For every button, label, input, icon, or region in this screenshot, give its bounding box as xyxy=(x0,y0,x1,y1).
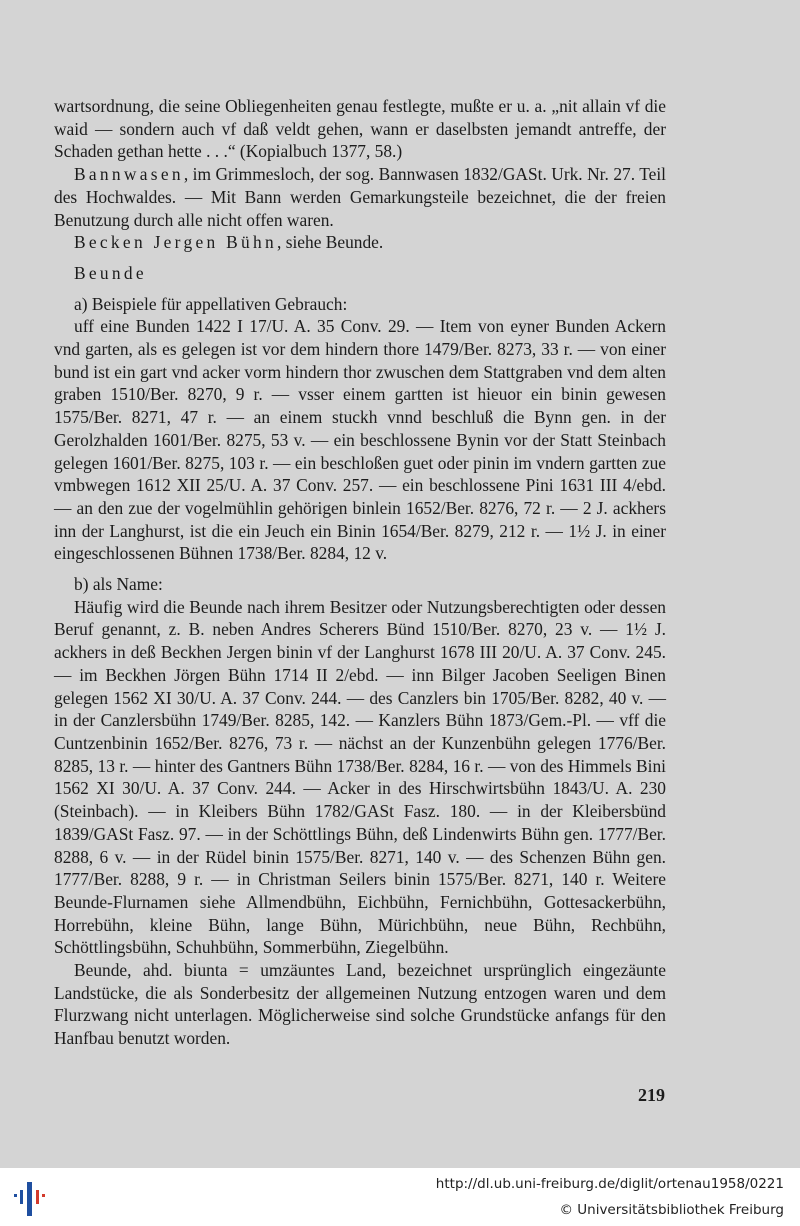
subsection-b-heading: b) als Name: xyxy=(74,574,163,595)
entry-heading: Becken Jergen Bühn xyxy=(74,232,277,253)
paragraph-etymology: Beunde, ahd. biunta = umzäuntes Land, bezeichnet ursprünglich eingezäunte Landstücke, die als Sonderbesitz der allgemeinen Nutzung entzogen waren und dem Flurzwang nicht unterlagen. Möglicherweise sind solche Grundstücke anfangs für den Hanfbau benutzt worden. xyxy=(54,960,666,1049)
copyright-notice: © Universitätsbibliothek Freiburg xyxy=(559,1202,784,1218)
entry-heading: Beunde xyxy=(74,262,147,283)
page-body-text xyxy=(54,95,666,1050)
paragraph-examples-appellative: uff eine Bunden 1422 I 17/U. A. 35 Conv. 29. — Item von eyner Bunden Ackern vnd garten, als es gelegen ist vor dem hindern thore 1479/Ber. 8273, 33 r. — von einer bund ist ein gart vnd acker vorm hindern thor zwuschen dem Stattgraben vnd dem alten graben 1510/Ber. 8270, 9 r. — vsser einem gartten ist hieuor ein binin gewesen 1575/Ber. 8271, 47 r. — an einem stuckh vnnd beschluß die Bynn gen. in der Gerolzhalden 1601/Ber. 8275, 53 v. — ein beschlossene Bynin vor der Statt Steinbach gelegen 1601/Ber. 8275, 103 r. — ein beschloßen guet oder pinin im vndern gartten zue vmbwegen 1612 XII 25/U. A. 37 Conv. 257. — ein beschlossene Pini 1631 III 4/ebd. — an den zue der vogelmühlin gehörigen binlein 1652/Ber. 8276, 72 r. — 2 J. ackhers inn der Langhurst, ist die ein Jeuch ein Binin 1654/Ber. 8279, 212 r. — 1½ J. in einer eingeschlossenen Bühnen 1738/Ber. 8284, 12 v. xyxy=(54,316,666,564)
footer-bar xyxy=(0,1168,800,1226)
entry-beunde xyxy=(54,262,666,285)
subsection-a-heading: a) Beispiele für appellativen Gebrauch: xyxy=(74,293,348,314)
paragraph-names: Häufig wird die Beunde nach ihrem Besitzer oder Nutzungsberechtigten oder dessen Beruf genannt, z. B. neben Andres Scherers Bünd 1510/Ber. 8270, 23 v. — 1½ J. ackhers in deß Beckhen Jergen binin vf der Langhurst 1678 III 20/U. A. 37 Conv. 245. — im Beckhen Jörgen Bühn 1714 II 2/ebd. — inn Bilger Jacoben Seeligen Binen gelegen 1562 XI 30/U. A. 37 Conv. 244. — des Canzlers bin 1705/Ber. 8282, 40 v. — in der Canzlersbühn 1749/Ber. 8285, 142. — Kanzlers Bühn 1873/Gem.-Pl. — vff die Cuntzenbinin 1652/Ber. 8276, 73 r. — nächst an der Kunzenbühn gelegen 1776/Ber. 8285, 13 r. — hinter des Gantners Bühn 1738/Ber. 8284, 16 r. — von des Himmels Bini 1562 XI 30/U. A. 37 Conv. 244. — Acker in des Hirschwirtsbühn 1843/U. A. 230 (Steinbach). — in Kleibers Bühn 1782/GASt Fasz. 180. — in der Kleibersbünd 1839/GASt Fasz. 97. — in der Schöttlings Bühn, deß Lindenwirts Bühn gen. 1777/Ber. 8288, 6 v. — in der Rüdel binin 1575/Ber. 8271, 140 v. — des Schenzen Bühn gen. 1777/Ber. 8288, 9 r. — in Christman Seilers binin 1575/Ber. 8271, 140 r. Weitere Beunde-Flurnamen siehe Allmendbühn, Eichbühn, Fernichbühn, Gottesackerbühn, Horrebühn, kleine Bühn, lange Bühn, Mürichbühn, neue Bühn, Rechbühn, Schöttlingsbühn, Schuhbühn, Sommerbühn, Ziegelbühn. xyxy=(54,596,666,958)
paragraph-continuation: wartsordnung, die seine Obliegenheiten genau festlegte, mußte er u. a. „nit allain vf die waid — sondern auch vf daß veldt gehen, wann er daselbsten jemandt antreffe, der Schaden gethan hette . . .“ (Kopialbuch 1377, 58.) xyxy=(54,96,666,162)
entry-bannwasen: Bannwasen, im Grimmesloch, der sog. Bannwasen 1832/GASt. Urk. Nr. 27. Teil des Hochwaldes. — Mit Bann werden Gemarkungsteile bezeichnet, die der freien Benutzung durch alle nicht offen waren. xyxy=(54,164,666,230)
entry-heading: Bannwasen xyxy=(74,164,184,185)
source-url-link[interactable]: http://dl.ub.uni-freiburg.de/diglit/ortenau1958/0221 xyxy=(435,1176,784,1192)
ub-freiburg-logo-icon xyxy=(10,1178,50,1220)
entry-becken-jergen-buehn: Becken Jergen Bühn, siehe Beunde. xyxy=(74,232,384,253)
page-number: 219 xyxy=(638,1085,665,1105)
